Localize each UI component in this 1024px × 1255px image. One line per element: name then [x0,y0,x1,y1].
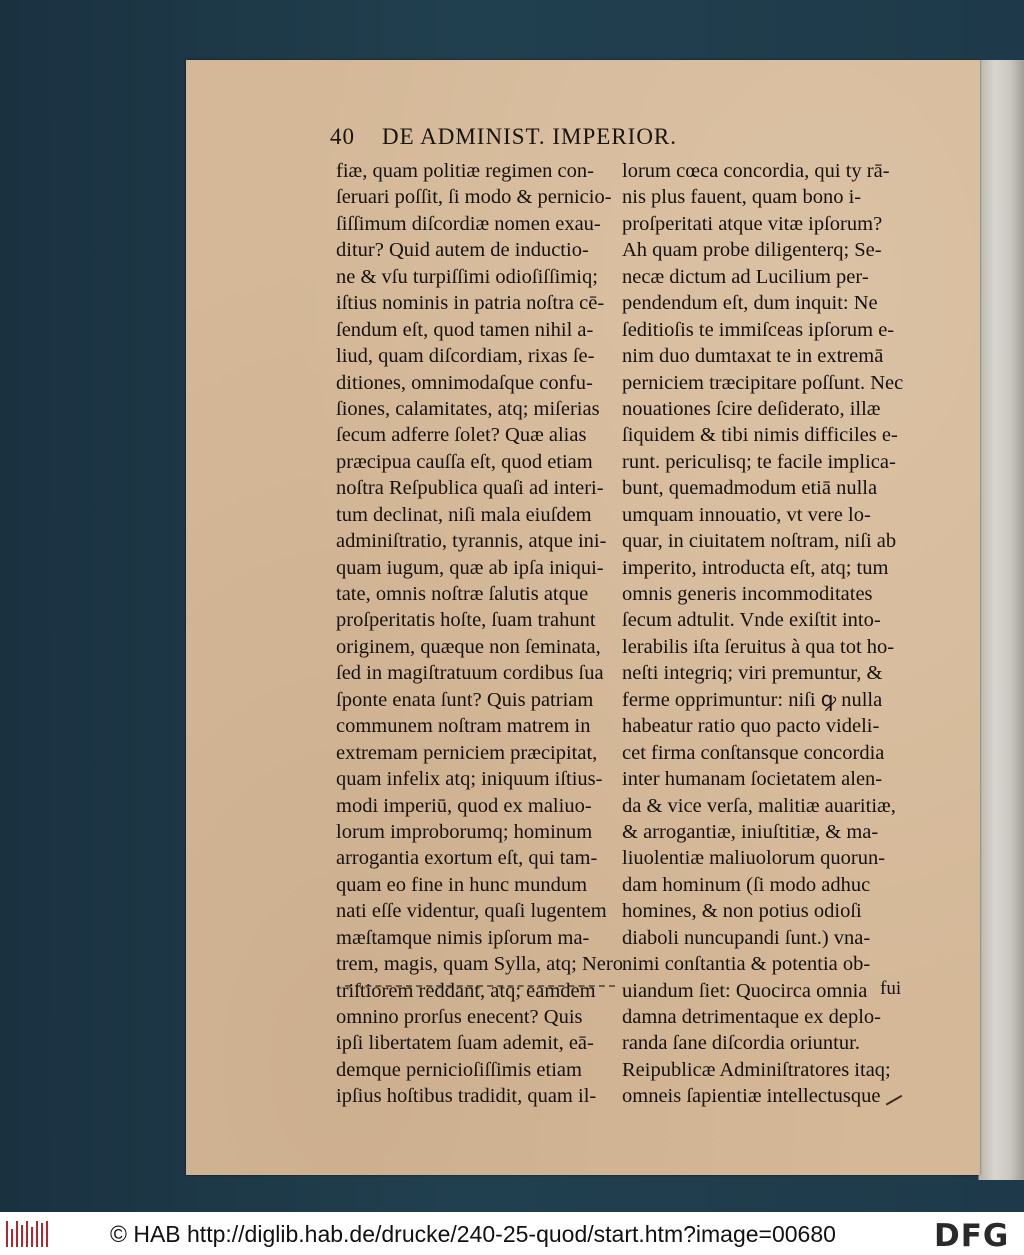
text-line: Reipublicæ Adminiſtratores itaq; [622,1058,891,1081]
text-line: inter humanam ſocietatem alen- [622,768,883,791]
text-line: fiæ, quam politiæ regimen con- [336,160,594,182]
text-line: ſiſſimum diſcordiæ nomen exau- [336,212,601,235]
text-line: habeatur ratio quo pacto videli- [622,715,880,738]
text-line: modi imperiū, quod ex maliuo- [336,794,592,817]
text-line: ſed in magiſtratuum cordibus ſua [336,662,604,685]
text-line: ipſius hoſtibus tradidit, quam il- [336,1085,597,1108]
text-line: nouationes ſcire deſiderato, illæ [622,397,881,420]
text-line: quar, in ciuitatem noſtram, niſi ab [622,530,897,553]
text-line: runt. periculisq; te facile implica- [622,450,896,473]
text-line: umquam innouatio, vt vere lo- [622,503,871,526]
text-line: arrogantia exortum eſt, qui tam- [336,847,598,870]
text-line: ſecum adtulit. Vnde exiſtit into- [622,609,881,632]
text-line: da & vice verſa, malitiæ auaritiæ, [622,794,896,817]
copyright-url-text: © HAB http://diglib.hab.de/drucke/240-25-quod/start.htm?image=00680 [110,1221,836,1247]
text-line: liuolentiæ maliuolorum quorun- [622,847,886,870]
text-line: nim duo dumtaxat te in extremā [622,345,884,368]
text-line: mæſtamque nimis ipſorum ma- [336,926,590,949]
text-line: homines, & non potius odioſi [622,900,862,923]
text-column-left [336,158,623,1110]
text-line: lorum cœca concordia, qui ty rā- [622,160,890,182]
text-line: tate, omnis noſtræ ſalutis atque [336,583,589,605]
text-line: dam hominum (ſi modo adhuc [622,873,871,896]
text-line: ſecum adferre ſolet? Quæ alias [336,424,587,447]
text-line: quam infelix atq; iniquum iſtius- [336,768,603,791]
text-line: randa ſane diſcordia oriuntur. [622,1032,860,1055]
text-line: præcipua cauſſa eſt, quod etiam [336,450,593,473]
text-line: ne & vſu turpiſſimi odioſiſſimiq; [336,265,598,288]
text-line: proſperitati atque vitæ ipſorum? [622,212,883,235]
catchword: fui [880,978,902,999]
text-column-right [622,158,912,1110]
text-line: quam iugum, quæ ab ipſa iniqui- [336,556,604,579]
text-line: liud, quam diſcordiam, rixas ſe- [336,345,595,368]
text-line: ferme opprimuntur: niſi ꝙ nulla [622,688,883,711]
text-line: tum declinat, niſi mala eiuſdem [336,503,592,526]
text-line: perniciem træcipitare poſſunt. Nec [622,371,904,394]
text-line: communem noſtram matrem in [336,715,591,738]
text-line: necæ dictum ad Lucilium per- [622,265,869,288]
text-line: nis plus fauent, quam bono i- [622,186,862,209]
text-line: cet firma conſtansque concordia [622,741,885,764]
page-number: 40 [330,124,355,149]
hab-logo-icon [6,1219,48,1247]
text-line: ſeruari poſſit, ſi modo & pernicio- [336,186,612,209]
text-line: demque pernicioſiſſimis etiam [336,1058,582,1081]
text-line: trem, magis, quam Sylla, atq; Nero [336,953,623,976]
running-head [330,124,850,150]
text-line: ditur? Quid autem de inductio- [336,239,589,262]
text-line: nati eſſe videntur, quaſi lugentem [336,900,607,923]
text-line: ſiones, calamitates, atq; miſerias [336,397,600,420]
text-line: ipſi libertatem ſuam ademit, eā- [336,1032,594,1055]
text-line: omnino prorſus enecent? Quis [336,1006,583,1028]
text-line: ſeditioſis te immiſceas ipſorum e- [622,318,895,341]
text-line: neſti integriq; viri premuntur, & [622,662,883,685]
dfg-logo: DFG [934,1218,1010,1254]
text-line: pendendum eſt, dum inquit: Ne [622,292,878,315]
text-line: & arrogantiæ, iniuſtitiæ, & ma- [622,820,879,843]
text-line: bunt, quemadmodum etiā nulla [622,477,878,500]
column-bottom-rule [345,985,615,988]
text-line: omneis ſapientiæ intellectusque [622,1085,881,1108]
text-line: omnis generis incommoditates [622,583,873,605]
text-line: iſtius nominis in patria noſtra cē- [336,292,605,315]
text-line: ſponte enata ſunt? Quis patriam [336,688,594,711]
text-line: Ah quam probe diligenterq; Se- [622,239,882,262]
text-line: imperito, introducta eſt, atq; tum [622,556,889,579]
running-head-title: DE ADMINIST. IMPERIOR. [382,124,678,149]
text-line: adminiſtratio, tyrannis, atque ini- [336,530,607,553]
text-line: triſtiorem reddant, atq; eamdem [336,979,596,1002]
text-line: nimi conſtantia & potentia ob- [622,953,871,976]
text-line: proſperitatis hoſte, ſuam trahunt [336,609,596,632]
text-line: extremam perniciem præcipitat, [336,741,598,764]
text-line: ſiquidem & tibi nimis difficiles e- [622,424,898,447]
text-line: ſendum eſt, quod tamen nihil a- [336,318,594,341]
text-line: lorum improborumq; hominum [336,820,593,843]
text-line: ditiones, omnimodaſque confu- [336,371,593,394]
book-spine-edge [978,60,1024,1180]
text-line: originem, quæque non ſeminata, [336,635,601,658]
text-line: diaboli nuncupandi ſunt.) vna- [622,926,871,949]
text-line: lerabilis iſta ſeruitus à qua tot ho- [622,635,895,658]
text-line: quam eo fine in hunc mundum [336,873,588,896]
text-line: uiandum ſiet: Quocirca omnia [622,979,868,1002]
text-line: damna detrimentaque ex deplo- [622,1006,881,1028]
text-line: noſtra Reſpublica quaſi ad interi- [336,477,604,500]
